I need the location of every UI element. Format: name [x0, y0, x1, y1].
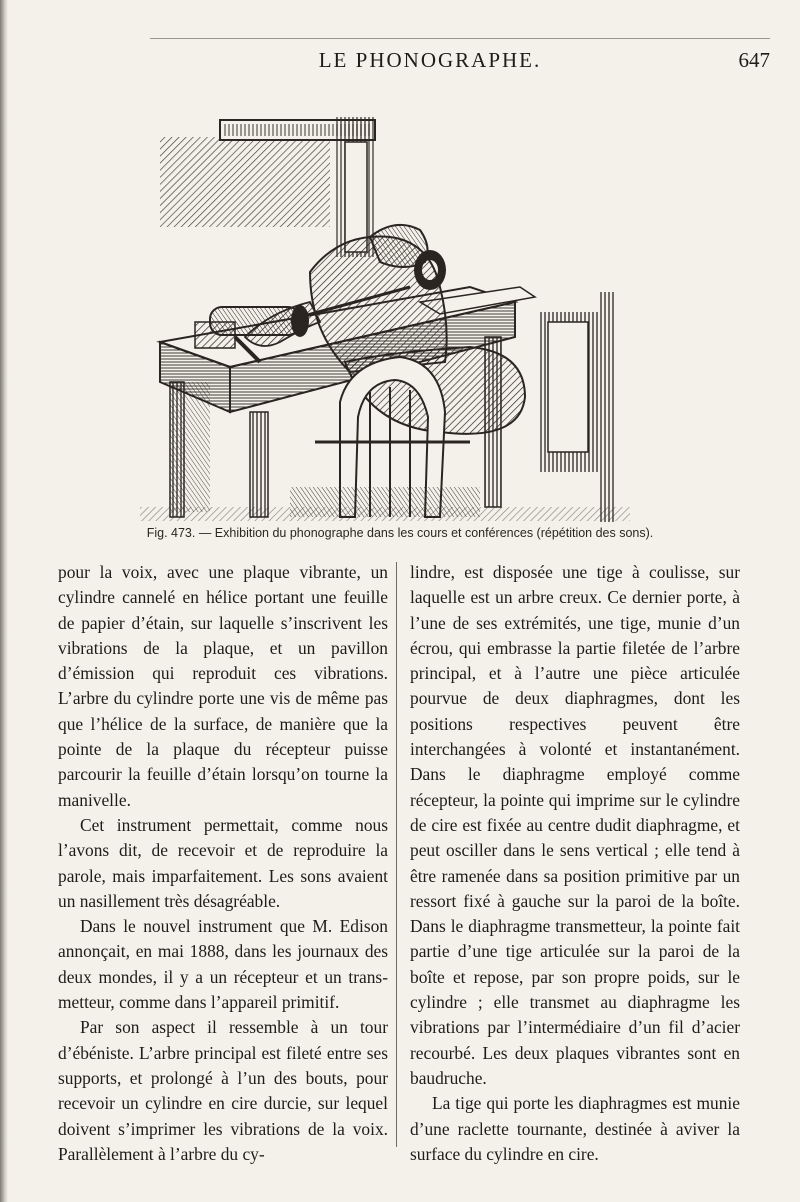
paragraph: La tige qui porte les diaphragmes est munie d’une raclette tournante, destinée à aviver la surface du cylindre en cire. [410, 1093, 740, 1164]
paragraph: pour la voix, avec une plaque vibrante, un cylindre cannelé en hélice portant une feuille de papier d’étain, sur laquelle s’inscrivent les vibrations de la plaque, et un pavillon d’émission qui reproduit ces vibrations. L’arbre du cylindre porte une vis de même pas que l’hélice de la surface, de manière que la pointe de la plaque du récepteur puisse parcourir la feuille d’étain lorsqu’on tourne la manivelle. [58, 562, 388, 810]
page-number: 647 [738, 48, 770, 72]
figure-caption: Fig. 473. — Exhibition du phonographe dans les cours et conférences (répétition des sons). [146, 526, 654, 540]
running-head [150, 38, 770, 78]
header-rule [150, 38, 770, 39]
engraving-illustration [140, 112, 630, 522]
text-column-right [410, 560, 740, 1167]
paragraph: Par son aspect il ressemble à un tour d’ébéniste. L’arbre principal est fileté entre ses supports, et prolongé à l’un des bouts, pour recevoir un cylindre en cire durcie, sur lequel doivent s’imprimer les vibrations de la voix. Parallèlement à l’arbre du cy- [58, 1017, 388, 1164]
paragraph: Cet instrument permettait, comme nous l’avons dit, de recevoir et de reproduire la parole, mais imparfaitement. Les sons avaient un nasillement très désagréable. [58, 814, 388, 911]
floor-shading [140, 507, 630, 521]
text-column-left [58, 560, 388, 1167]
column-divider [396, 562, 397, 1147]
paragraph: lindre, est disposée une tige à coulisse, sur laquelle est un arbre creux. Ce dernier porte, à l’une de ses extrémités, une tige, munie d’un écrou, qui embrasse la partie filetée de l’arbre principal, et à l’autre une pièce articulée pourvue de deux diaphragmes, dont les positions respectives peuvent être interchangées à volonté et instantanément. Dans le diaphragme employé comme récepteur, la pointe qui imprime sur le cylindre de cire est fixée au centre dudit diaphragme, et peut osciller dans le sens vertical ; elle tend à être ramenée dans sa position primitive par un ressort fixé à gauche sur la paroi de la boîte. Dans le diaphragme transmetteur, la pointe fait partie d’une tige articulée sur la paroi de la boîte et repose, par son propre poids, sur le cylindre ; elle transmet au diaphragme les vibrations par l’intermédiaire d’un fil d’acier recourbé. Les deux plaques vibrantes sont en baudruche. [410, 562, 740, 1088]
running-title: LE PHONOGRAPHE. [318, 48, 542, 72]
paragraph: Dans le nouvel instrument que M. Edison annonçait, en mai 1888, dans les journaux des deux mondes, il y a un récepteur et un transmetteur, comme dans l’appareil primitif. [58, 916, 388, 1013]
